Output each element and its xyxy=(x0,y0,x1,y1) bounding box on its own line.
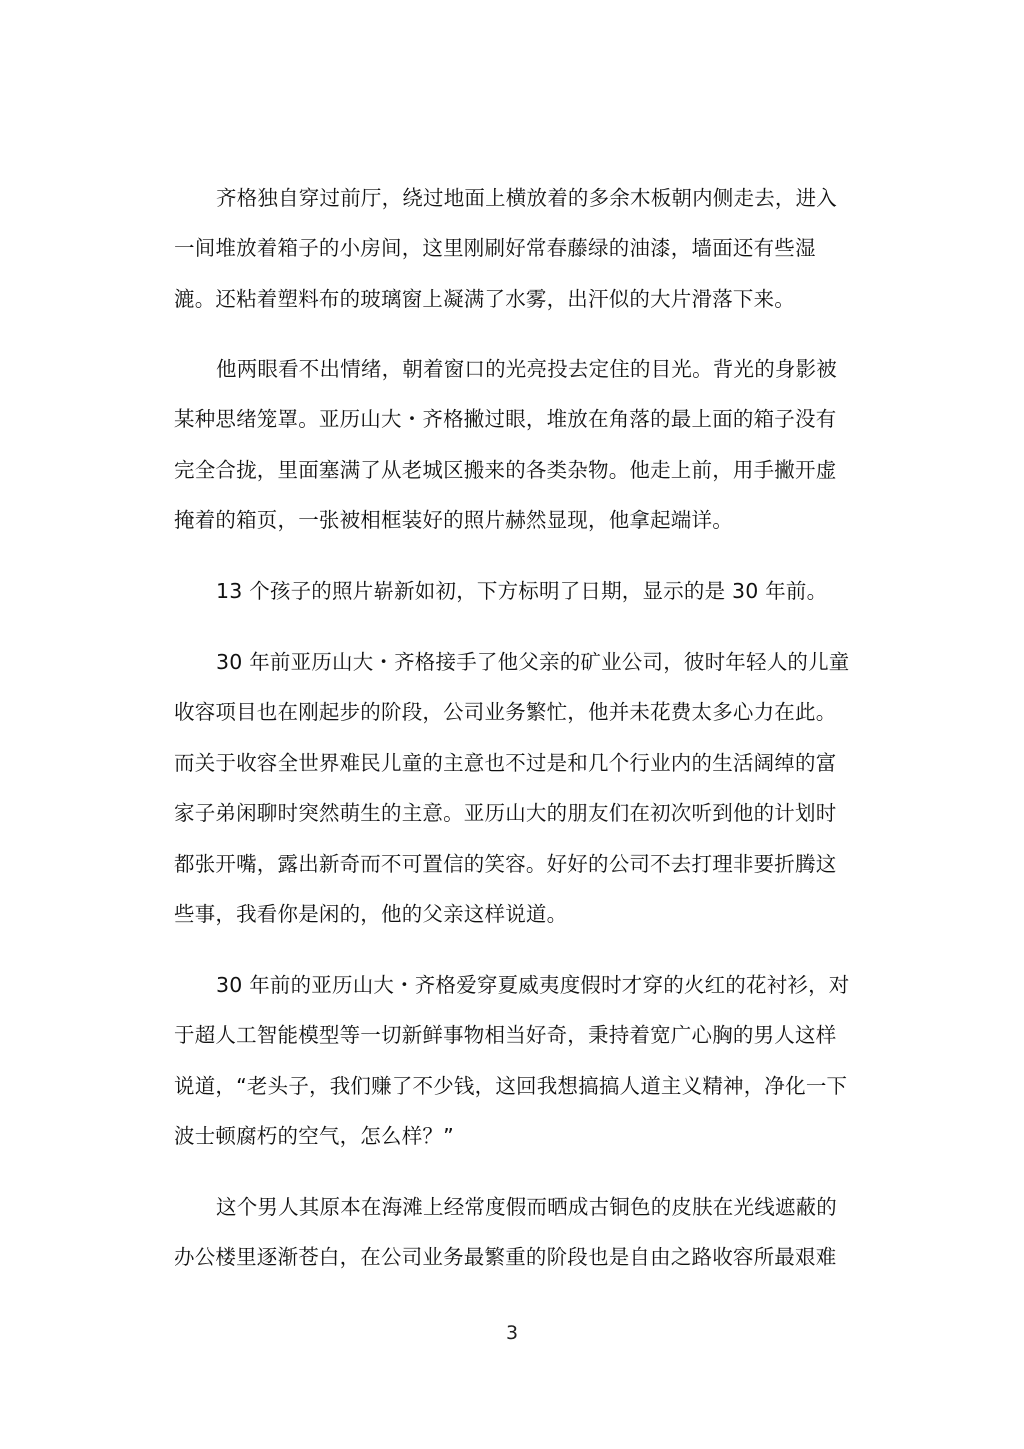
page-number: 3 xyxy=(505,1322,519,1344)
paragraph-3-line-1: 13 个孩子的照片崭新如初，下方标明了日期，显示的是 30 年前。 xyxy=(216,579,828,603)
paragraph-4-line-4: 家子弟闲聊时突然萌生的主意。亚历山大的朋友们在初次听到他的计划时 xyxy=(174,801,837,825)
paragraph-5-line-1: 30 年前的亚历山大・齐格爱穿夏威夷度假时才穿的火红的花衬衫，对 xyxy=(216,973,850,997)
paragraph-6-line-2: 办公楼里逐渐苍白，在公司业务最繁重的阶段也是自由之路收容所最艰难 xyxy=(174,1245,837,1269)
paragraph-2-line-2: 某种思绪笼罩。亚历山大・齐格撇过眼，堆放在角落的最上面的箱子没有 xyxy=(174,407,837,431)
paragraph-4-line-2: 收容项目也在刚起步的阶段，公司业务繁忙，他并未花费太多心力在此。 xyxy=(174,700,837,724)
paragraph-5-line-4: 波士顿腐朽的空气，怎么样？” xyxy=(174,1124,454,1148)
paragraph-4-line-1: 30 年前亚历山大・齐格接手了他父亲的矿业公司，彼时年轻人的儿童 xyxy=(216,650,850,674)
paragraph-5-line-2: 于超人工智能模型等一切新鲜事物相当好奇，秉持着宽广心胸的男人这样 xyxy=(174,1023,837,1047)
paragraph-2-line-4: 掩着的箱页，一张被相框装好的照片赫然显现，他拿起端详。 xyxy=(174,508,733,532)
paragraph-1-line-3: 漉。还粘着塑料布的玻璃窗上凝满了水雾，出汗似的大片滑落下来。 xyxy=(174,287,795,311)
paragraph-2-line-1: 他两眼看不出情绪，朝着窗口的光亮投去定住的目光。背光的身影被 xyxy=(216,357,837,381)
paragraph-5-line-3: 说道，“老头子，我们赚了不少钱，这回我想搞搞人道主义精神，净化一下 xyxy=(174,1074,848,1098)
paragraph-1-line-1: 齐格独自穿过前厅，绕过地面上横放着的多余木板朝内侧走去，进入 xyxy=(216,186,837,210)
paragraph-4-line-5: 都张开嘴，露出新奇而不可置信的笑容。好好的公司不去打理非要折腾这 xyxy=(174,852,837,876)
paragraph-2-line-3: 完全合拢，里面塞满了从老城区搬来的各类杂物。他走上前，用手撇开虚 xyxy=(174,458,837,482)
paragraph-6-line-1: 这个男人其原本在海滩上经常度假而晒成古铜色的皮肤在光线遮蔽的 xyxy=(216,1195,837,1219)
paragraph-1-line-2: 一间堆放着箱子的小房间，这里刚刷好常春藤绿的油漆，墙面还有些湿 xyxy=(174,236,816,260)
paragraph-4-line-6: 些事，我看你是闲的，他的父亲这样说道。 xyxy=(174,902,568,926)
paragraph-4-line-3: 而关于收容全世界难民儿童的主意也不过是和几个行业内的生活阔绰的富 xyxy=(174,751,837,775)
